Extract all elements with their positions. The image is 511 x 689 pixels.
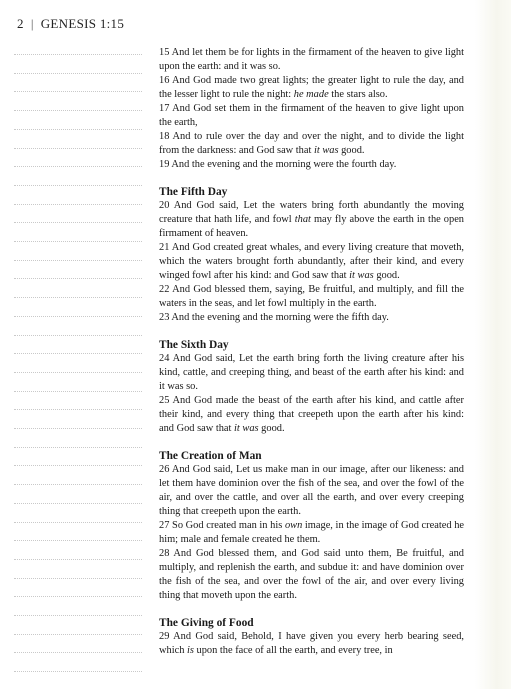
italic-supplied-word: he made xyxy=(293,89,329,100)
verse-text: 24 And God said, Let the earth bring forth the living creature after his kind, cattle, and creeping thing, and beast of the earth after his kind: and it was so. xyxy=(159,353,464,392)
note-line xyxy=(14,409,142,410)
note-line xyxy=(14,185,142,186)
header-separator: | xyxy=(30,16,34,31)
note-line xyxy=(14,596,142,597)
verse xyxy=(159,130,464,158)
verse-text: 23 And the evening and the morning were the fifth day. xyxy=(159,312,389,323)
verse-text: 26 And God said, Let us make man in our image, after our likeness: and let them have dominion over the fish of the sea, and over the fowl of the air, and over the cattle, and over all the earth, and over every creeping thing that creepeth upon the earth. xyxy=(159,464,464,517)
note-line xyxy=(14,316,142,317)
note-line xyxy=(14,652,142,653)
note-line xyxy=(14,372,142,373)
verse xyxy=(159,241,464,283)
note-line xyxy=(14,260,142,261)
verse-text: 28 And God blessed them, and God said unto them, Be fruitful, and multiply, and replenish the earth, and subdue it: and have dominion over the fish of the sea, and over the fowl of the air, and over every living thing that moveth upon the earth. xyxy=(159,548,464,601)
note-line xyxy=(14,129,142,130)
chapter-reference: GENESIS 1:15 xyxy=(40,16,125,31)
note-line xyxy=(14,335,142,336)
verse xyxy=(159,158,464,172)
verse xyxy=(159,519,464,547)
verse xyxy=(159,630,464,658)
note-line xyxy=(14,73,142,74)
verse xyxy=(159,463,464,519)
verse-text: 27 So God created man in his xyxy=(159,520,285,531)
note-line xyxy=(14,278,142,279)
verse-text: the stars also. xyxy=(328,89,388,100)
note-line xyxy=(14,615,142,616)
note-line xyxy=(14,91,142,92)
note-line xyxy=(14,671,142,672)
note-line xyxy=(14,241,142,242)
verse-text: good. xyxy=(258,423,285,434)
note-line xyxy=(14,204,142,205)
verse xyxy=(159,547,464,603)
italic-supplied-word: it was xyxy=(349,270,374,281)
verse-text: upon the face of all the earth, and every tree, in xyxy=(193,645,393,656)
italic-supplied-word: own xyxy=(284,520,303,531)
verse xyxy=(159,311,464,325)
italic-supplied-word: is xyxy=(187,645,194,656)
section-gap xyxy=(159,603,464,616)
section-heading: The Sixth Day xyxy=(159,339,229,351)
italic-supplied-word: it was xyxy=(313,145,339,156)
section-heading: The Creation of Man xyxy=(159,450,262,462)
note-line xyxy=(14,222,142,223)
verse xyxy=(159,283,464,311)
verse-text: good. xyxy=(373,270,400,281)
verse-text: 21 And God created great whales, and every living creature that moveth, which the waters brought forth abundantly, after their kind, and every winged fowl after his kind: and God saw that xyxy=(159,242,464,281)
note-taking-lines xyxy=(14,54,142,689)
note-line xyxy=(14,54,142,55)
verse-text: 20 And God said, Let the waters bring forth abundantly the moving creature that hath life, and fowl xyxy=(159,200,464,225)
section-gap xyxy=(159,436,464,449)
page-edge xyxy=(475,0,511,689)
section-gap xyxy=(159,172,464,185)
note-line xyxy=(14,353,142,354)
italic-supplied-word: it was xyxy=(234,423,259,434)
verse xyxy=(159,199,464,241)
note-line xyxy=(14,465,142,466)
verse xyxy=(159,102,464,130)
note-line xyxy=(14,503,142,504)
verse xyxy=(159,74,464,102)
page-number: 2 xyxy=(17,16,24,31)
verse-text: may fly above the earth in the open firmament of heaven. xyxy=(159,214,464,239)
section-gap xyxy=(159,325,464,338)
note-line xyxy=(14,540,142,541)
verse-text: 17 And God set them in the firmament of the heaven to give light upon the earth, xyxy=(159,103,464,128)
verse-text: good. xyxy=(338,145,365,156)
note-line xyxy=(14,148,142,149)
section-heading: The Giving of Food xyxy=(159,617,254,629)
scripture-text xyxy=(159,46,464,658)
note-line xyxy=(14,297,142,298)
verse-text: 18 And to rule over the day and over the night, and to divide the light from the darkness: and God saw that xyxy=(159,131,464,156)
verse-text: 15 And let them be for lights in the firmament of the heaven to give light upon the earth: and it was so. xyxy=(159,47,464,72)
section-heading: The Fifth Day xyxy=(159,186,228,198)
verse-text: 19 And the evening and the morning were the fourth day. xyxy=(159,159,397,170)
note-line xyxy=(14,484,142,485)
note-line xyxy=(14,391,142,392)
note-line xyxy=(14,522,142,523)
note-line xyxy=(14,447,142,448)
italic-supplied-word: that xyxy=(294,214,311,225)
verse-text: image, in the image of God created he him; male and female created he them. xyxy=(159,520,465,545)
note-line xyxy=(14,559,142,560)
verse xyxy=(159,352,464,394)
verse xyxy=(159,46,464,74)
verse-text: 16 And God made two great lights; the greater light to rule the day, and the lesser light to rule the night: xyxy=(159,75,464,100)
note-line xyxy=(14,578,142,579)
verse-text: 25 And God made the beast of the earth after his kind, and cattle after their kind, and every thing that creepeth upon the earth after his kind: and God saw that xyxy=(159,395,464,434)
running-header xyxy=(17,16,124,32)
note-line xyxy=(14,428,142,429)
note-line xyxy=(14,166,142,167)
verse xyxy=(159,394,464,436)
note-line xyxy=(14,634,142,635)
verse-text: 29 And God said, Behold, I have given you every herb bearing seed, which xyxy=(159,631,464,656)
verse-text: 22 And God blessed them, saying, Be fruitful, and multiply, and fill the waters in the seas, and let fowl multiply in the earth. xyxy=(159,284,464,309)
note-line xyxy=(14,110,142,111)
